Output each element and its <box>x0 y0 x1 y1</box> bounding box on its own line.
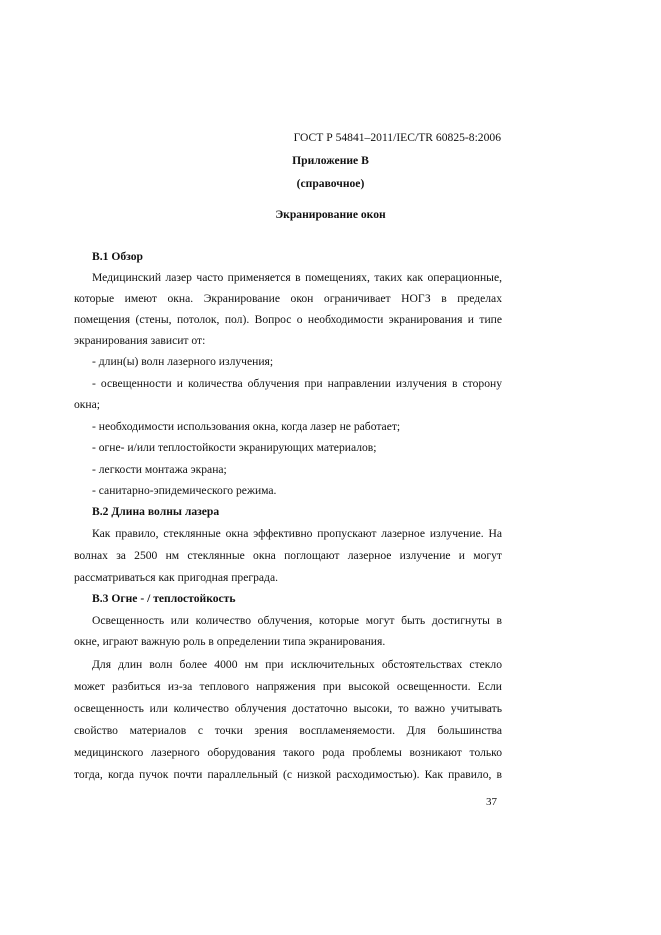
paragraph-line: волнах за 2500 нм стеклянные окна поглощают лазерное излучение и могут <box>74 549 502 562</box>
paragraph-line: свойство материалов с точки зрения воспламеняемости. Для большинства <box>74 724 502 737</box>
paragraph-line: Для длин волн более 4000 нм при исключительных обстоятельствах стекло <box>92 658 502 671</box>
annex-title: Приложение В <box>292 154 369 167</box>
paragraph-line: Медицинский лазер часто применяется в помещениях, таких как операционные, <box>92 271 502 284</box>
section-heading-b2: В.2 Длина волны лазера <box>92 505 220 518</box>
paragraph-line: которые имеют окна. Экранирование окон ограничивает НОГЗ в пределах <box>74 292 502 305</box>
annex-type: (справочное) <box>296 177 365 190</box>
paragraph-line: тогда, когда пучок почти параллельный (с низкой расходимостью). Как правило, в <box>74 768 502 781</box>
section-heading-b1: В.1 Обзор <box>92 250 143 263</box>
paragraph-line: освещенность или количество облучения достаточно высоки, то важно учитывать <box>74 702 502 715</box>
paragraph-line: может разбиться из-за теплового напряжения при высокой освещенности. Если <box>74 680 502 693</box>
paragraph-line: Как правило, стеклянные окна эффективно пропускают лазерное излучение. На <box>92 527 502 540</box>
annex-subject: Экранирование окон <box>275 208 386 221</box>
paragraph-line: окне, играют важную роль в определении типа экранирования. <box>74 635 386 648</box>
page-number: 37 <box>486 796 497 808</box>
paragraph-line: экранирования зависит от: <box>74 334 206 347</box>
list-item: - необходимости использования окна, когда лазер не работает; <box>92 420 401 433</box>
paragraph-line: медицинского лазерного оборудования такого рода проблемы возникают только <box>74 746 502 759</box>
section-heading-b3: В.3 Огне - / теплостойкость <box>92 592 236 605</box>
paragraph-line: рассматриваться как пригодная преграда. <box>74 571 278 584</box>
paragraph-line: помещения (стены, потолок, пол). Вопрос о необходимости экранирования и типе <box>74 313 502 326</box>
list-item: - легкости монтажа экрана; <box>92 463 227 476</box>
list-item: - огне- и/или теплостойкости экранирующих материалов; <box>92 441 377 454</box>
list-item-continuation: окна; <box>74 398 101 411</box>
list-item: - длин(ы) волн лазерного излучения; <box>92 355 274 368</box>
list-item: - освещенности и количества облучения при направлении излучения в сторону <box>92 377 502 390</box>
standard-header: ГОСТ Р 54841–2011/IEC/TR 60825-8:2006 <box>293 131 501 144</box>
list-item: - санитарно-эпидемического режима. <box>92 484 277 497</box>
paragraph-line: Освещенность или количество облучения, которые могут быть достигнуты в <box>92 614 502 627</box>
